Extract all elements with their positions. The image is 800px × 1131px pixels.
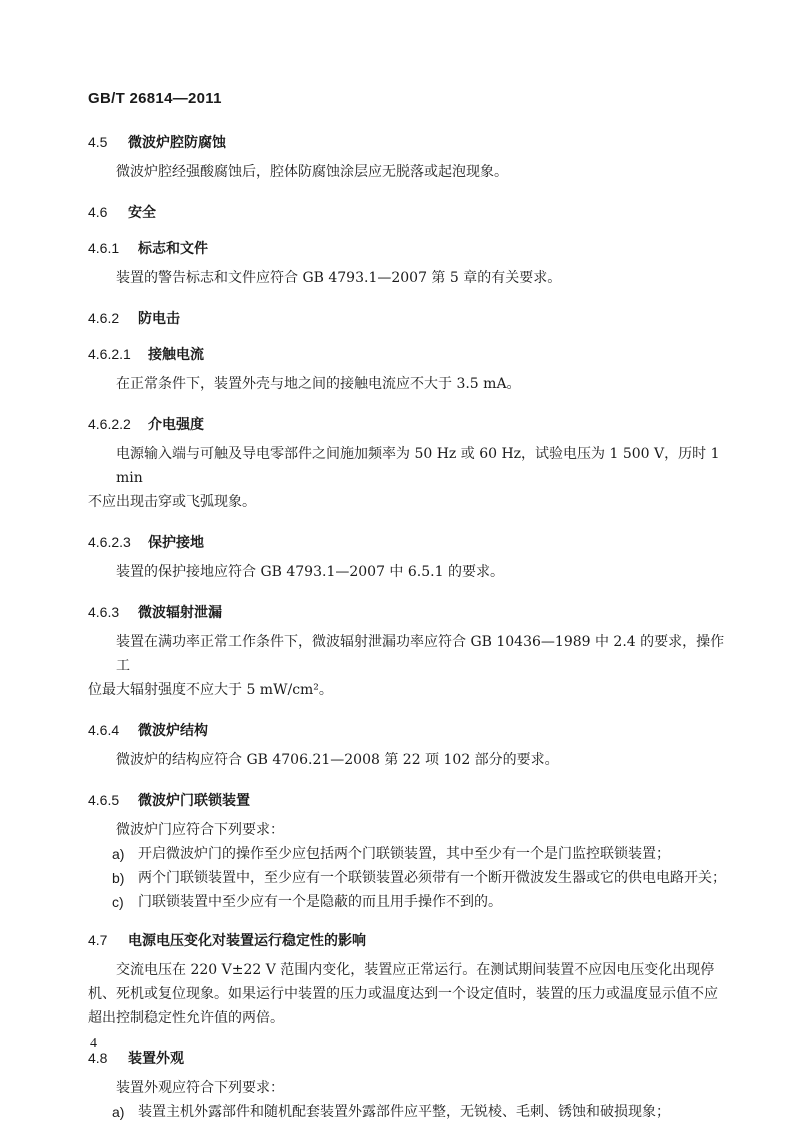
section-number: 4.6.2.3 (88, 534, 131, 550)
section-number: 4.6 (88, 204, 108, 220)
section-title: 微波炉结构 (138, 723, 208, 739)
section-heading-4-6 (88, 202, 728, 222)
list-item-text: 两个门联锁装置中，至少应有一个联锁装置必须带有一个断开微波发生器或它的供电电路开关； (138, 870, 726, 886)
list-item-text: 装置主机外露部件和随机配套装置外露部件应平整，无锐棱、毛刺、锈蚀和破损现象； (138, 1104, 670, 1120)
list-item (88, 866, 728, 890)
document-body (88, 132, 728, 1124)
section-heading-4-8 (88, 1048, 728, 1068)
section-heading-4-6-2 (88, 308, 728, 328)
paragraph: 在正常条件下，装置外壳与地之间的接触电流应不大于 3.5 mA。 (116, 376, 521, 392)
list-marker: a) (112, 846, 125, 862)
paragraph-continuation: 超出控制稳定性允许值的两倍。 (88, 1010, 284, 1026)
list-item (88, 890, 728, 914)
section-title: 装置外观 (128, 1051, 184, 1067)
section-title: 微波辐射泄漏 (138, 605, 222, 621)
paragraph: 交流电压在 220 V±22 V 范围内变化，装置应正常运行。在测试期间装置不应因电压变化出现停 (116, 962, 715, 978)
paragraph: 装置的警告标志和文件应符合 GB 4793.1—2007 第 5 章的有关要求。 (116, 270, 562, 286)
list-marker: c) (112, 894, 124, 910)
list-item-text: 门联锁装置中至少应有一个是隐蔽的而且用手操作不到的。 (138, 894, 502, 910)
section-heading-4-7 (88, 930, 728, 950)
list-marker: b) (112, 870, 125, 886)
list-marker: a) (112, 1104, 125, 1120)
section-heading-4-6-5 (88, 790, 728, 810)
section-title: 防电击 (138, 311, 180, 327)
paragraph-continuation: 位最大辐射强度不应大于 5 mW/cm²。 (88, 682, 333, 698)
paragraph: 微波炉的结构应符合 GB 4706.21—2008 第 22 项 102 部分的要求。 (116, 752, 559, 768)
section-number: 4.8 (88, 1050, 108, 1066)
section-heading-4-6-3 (88, 602, 728, 622)
paragraph: 装置在满功率正常工作条件下，微波辐射泄漏功率应符合 GB 10436—1989 中 2.4 的要求，操作工 (116, 634, 725, 674)
paragraph: 电源输入端与可触及导电零部件之间施加频率为 50 Hz 或 60 Hz，试验电压为 1 500 V，历时 1 min (116, 446, 720, 486)
section-number: 4.6.2 (88, 310, 120, 326)
standard-code: GB/T 26814—2011 (88, 90, 222, 107)
section-number: 4.6.2.1 (88, 346, 131, 362)
section-title: 电源电压变化对装置运行稳定性的影响 (128, 933, 366, 949)
paragraph: 微波炉腔经强酸腐蚀后，腔体防腐蚀涂层应无脱落或起泡现象。 (116, 164, 508, 180)
section-number: 4.6.5 (88, 792, 120, 808)
section-heading-4-6-2-2 (88, 414, 728, 434)
section-number: 4.6.3 (88, 604, 120, 620)
section-title: 微波炉门联锁装置 (138, 793, 250, 809)
section-heading-4-6-2-3 (88, 532, 728, 552)
list-item (88, 842, 728, 866)
page-number: 4 (90, 1036, 97, 1051)
paragraph-continuation: 机、死机或复位现象。如果运行中装置的压力或温度达到一个设定值时，装置的压力或温度显示值不应 (88, 986, 718, 1002)
section-heading-4-6-4 (88, 720, 728, 740)
section-number: 4.7 (88, 932, 108, 948)
section-title: 安全 (128, 205, 156, 221)
section-number: 4.6.2.2 (88, 416, 131, 432)
section-number: 4.5 (88, 134, 108, 150)
section-heading-4-6-1 (88, 238, 728, 258)
list-item-text: 开启微波炉门的操作至少应包括两个门联锁装置，其中至少有一个是门监控联锁装置； (138, 846, 670, 862)
section-title: 微波炉腔防腐蚀 (128, 135, 226, 151)
paragraph-intro: 装置外观应符合下列要求： (116, 1080, 284, 1096)
section-heading-4-6-2-1 (88, 344, 728, 364)
paragraph-intro: 微波炉门应符合下列要求： (116, 822, 284, 838)
section-title: 介电强度 (148, 417, 204, 433)
paragraph: 装置的保护接地应符合 GB 4793.1—2007 中 6.5.1 的要求。 (116, 564, 504, 580)
list-item (88, 1100, 728, 1124)
paragraph-continuation: 不应出现击穿或飞弧现象。 (88, 494, 256, 510)
section-number: 4.6.1 (88, 240, 120, 256)
section-heading-4-5 (88, 132, 728, 152)
section-title: 接触电流 (148, 347, 204, 363)
section-number: 4.6.4 (88, 722, 120, 738)
section-title: 保护接地 (148, 535, 204, 551)
section-title: 标志和文件 (138, 241, 208, 257)
